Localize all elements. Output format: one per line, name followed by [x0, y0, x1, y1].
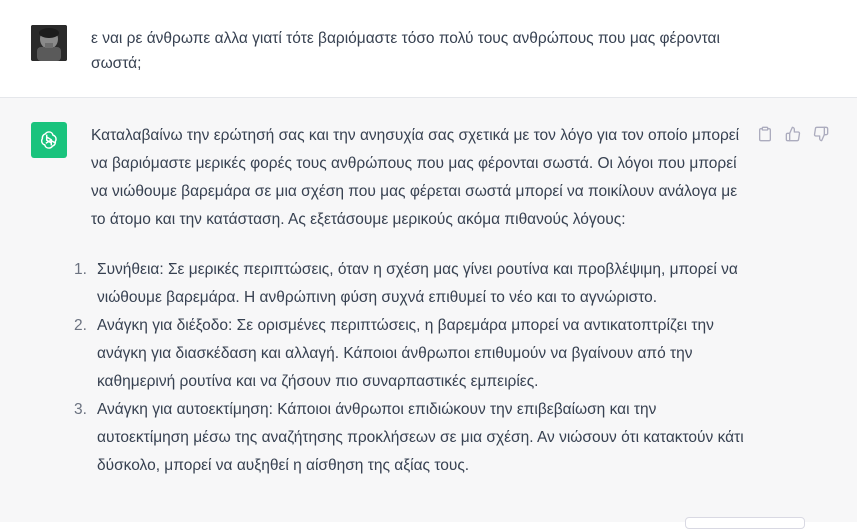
- user-message-text: ε ναι ρε άνθρωπε αλλα γιατί τότε βαριόμαστε τόσο πολύ τους ανθρώπους που μας φέρονται σωστά;: [91, 30, 720, 72]
- list-item-number: 3.: [74, 401, 87, 418]
- assistant-avatar: [31, 122, 67, 158]
- list-item: [74, 396, 751, 480]
- user-message-row: [0, 0, 857, 98]
- like-button[interactable]: [783, 124, 803, 144]
- dislike-button[interactable]: [811, 124, 831, 144]
- message-actions: [755, 124, 831, 146]
- list-item-text: Ανάγκη για αυτοεκτίμηση: Κάποιοι άνθρωποι επιδιώκουν την επιβεβαίωση και την αυτοεκτίμηση μέσω της αναζήτησης προκλήσεων σε μια σχέση. Αν νιώσουν ότι κατακτούν κάτι δύσκολο, μπορεί να αυξηθεί η αίσθηση της αξίας τους.: [97, 401, 744, 474]
- thumbs-up-icon: [785, 126, 801, 142]
- list-item-number: 2.: [74, 317, 87, 334]
- thumbs-down-icon: [813, 126, 829, 142]
- assistant-intro-paragraph: Καταλαβαίνω την ερώτησή σας και την ανησυχία σας σχετικά με τον λόγο για τον οποίο μπορεί να βαριόμαστε μερικές φορές τους ανθρώπους που μας φέρονται σωστά. Οι λόγοι που μπορεί να νιώθουμε βαρεμάρα σε μια σχέση που μας φέρεται σωστά μπορεί να ποικίλουν ανάλογα με το άτομο και την κατάσταση. Ας εξετάσουμε μερικούς ακόμα πιθανούς λόγους:: [91, 127, 740, 228]
- user-avatar-photo: [31, 25, 67, 61]
- clipboard-icon: [757, 126, 773, 142]
- list-item-text: Ανάγκη για διέξοδο: Σε ορισμένες περιπτώσεις, η βαρεμάρα μπορεί να αντικατοπτρίζει την ανάγκη για διασκέδαση και αλλαγή. Κάποιοι άνθρωποι επιθυμούν να βγαίνουν από την καθημερινή ρουτίνα και να ζήσουν πιο συναρπαστικές εμπειρίες.: [97, 317, 714, 390]
- list-item-number: 1.: [74, 261, 87, 278]
- list-item-text: Συνήθεια: Σε μερικές περιπτώσεις, όταν η σχέση μας γίνει ρουτίνα και προβλέψιμη, μπορεί να νιώθουμε βαρεμάρα. Η ανθρώπινη φύση συχνά επιθυμεί το νέο και το αγνώριστο.: [97, 261, 738, 306]
- reasons-list: [74, 256, 751, 480]
- user-avatar: [31, 25, 67, 61]
- list-item: [74, 312, 751, 396]
- list-item: [74, 256, 751, 312]
- regenerate-button[interactable]: [685, 517, 805, 529]
- copy-button[interactable]: [755, 124, 775, 144]
- assistant-message-text: [74, 122, 751, 480]
- openai-logo-icon: [38, 129, 60, 151]
